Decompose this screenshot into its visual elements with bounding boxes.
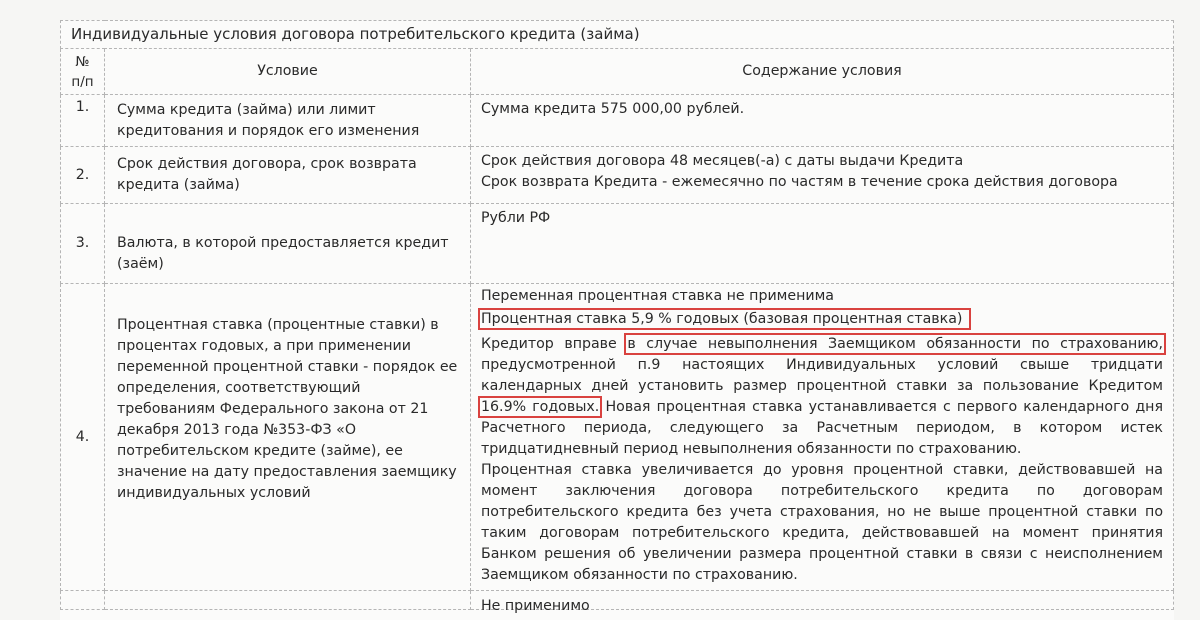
increased-rate-highlight: 16.9% годовых. (481, 399, 600, 415)
row-condition: Процентная ставка (процентные ставки) в процентах годовых, а при применении переменной процентной ставки - порядок ее определения, соответствующий требованиям Федерального закона от 21 декабря 2013 года №353-ФЗ «О потребительском кредите (займе), ее значение на дату предоставления заемщику индивидуальных условий (105, 284, 471, 591)
rate-increase-paragraph: Процентная ставка увеличивается до уровня процентной ставки, действовавшей на момент заключения договора потребительского кредита по договорам потребительского кредита без учета страхования, но не выше процентной ставки по таким договорам потребительского кредита, действовавшей на момент принятия Банком решения об увеличении размера процентной ставки в связи с неисполнением Заемщиком обязанности по страхованию. (481, 462, 1163, 583)
variable-rate-text: Переменная процентная ставка не применима (481, 288, 834, 304)
text: предусмотренной п.9 настоящих Индивидуальных условий свыше тридцати календарных дней установить размер процентной ставки за пользование Кредитом (481, 357, 1163, 394)
row-content: Рубли РФ (471, 204, 1174, 284)
header-content: Содержание условия (471, 49, 1174, 95)
table-row (61, 204, 1174, 284)
document-page (60, 20, 1174, 620)
table-row (61, 95, 1174, 147)
row-content (471, 147, 1174, 204)
text: Кредитор вправе (481, 336, 628, 352)
content-line: Срок возврата Кредита - ежемесячно по частям в течение срока действия договора (481, 174, 1118, 190)
table-row (61, 147, 1174, 204)
row-condition: Срок действия договора, срок возврата кредита (займа) (105, 147, 471, 204)
row-number: 2. (61, 147, 105, 204)
row-content: Сумма кредита 575 000,00 рублей. (471, 95, 1174, 147)
row-number: 1. (61, 95, 105, 147)
row-content (471, 284, 1174, 591)
row-number: 3. (61, 204, 105, 284)
row-number: 4. (61, 284, 105, 591)
row-condition: Сумма кредита (займа) или лимит кредитования и порядок его изменения (105, 95, 471, 147)
text: Новая процентная ставка устанавливается с первого календарного дня Расчетного периода, следующего за Расчетным периодом, в котором истек тридцатидневный период невыполнения обязанности по страхованию. (481, 399, 1163, 457)
header-num: № п/п (61, 49, 105, 95)
table-row (61, 591, 1174, 610)
base-rate-highlight: Процентная ставка 5,9 % годовых (базовая процентная ставка) (481, 311, 968, 327)
table-row (61, 284, 1174, 591)
row-content: Не применимо (481, 598, 590, 614)
insurance-condition-highlight: в случае невыполнения Заемщиком обязанности по страхованию, (627, 336, 1163, 352)
header-condition: Условие (105, 49, 471, 95)
content-line: Срок действия договора 48 месяцев(-а) с даты выдачи Кредита (481, 153, 964, 169)
table-title: Индивидуальные условия договора потребительского кредита (займа) (61, 21, 1174, 49)
row-condition: Валюта, в которой предоставляется кредит (заём) (105, 204, 471, 284)
loan-conditions-table (60, 20, 1174, 614)
